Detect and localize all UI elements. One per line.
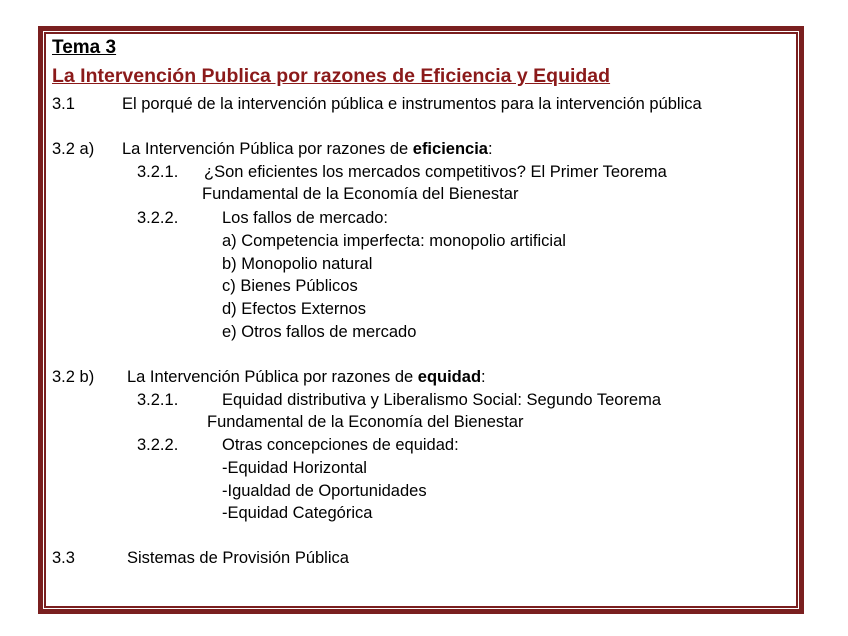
section-3-2a-2-text: Los fallos de mercado: — [222, 209, 389, 227]
section-3-1-text: El porqué de la intervención pública e instrumentos para la intervención pública — [122, 95, 702, 113]
section-3-2b-number: 3.2 b) — [52, 368, 95, 386]
list-item: b) Monopolio natural — [222, 255, 373, 273]
list-item: -Igualdad de Oportunidades — [222, 482, 427, 500]
section-3-3-text: Sistemas de Provisión Pública — [127, 549, 349, 567]
section-3-2b-1-line1: Equidad distributiva y Liberalismo Social: Segundo Teorema — [222, 391, 662, 409]
list-item: a) Competencia imperfecta: monopolio artificial — [222, 232, 566, 250]
inner-border — [44, 32, 798, 608]
page-title: La Intervención Publica por razones de Eficiencia y Equidad — [52, 65, 611, 87]
list-item: c) Bienes Públicos — [222, 277, 358, 295]
tema-heading: Tema 3 — [52, 37, 117, 58]
section-3-2a-1-number: 3.2.1. — [137, 163, 179, 181]
section-3-2b-1-number: 3.2.1. — [137, 391, 179, 409]
section-3-2a-1-line1: ¿Son eficientes los mercados competitivos? El Primer Teorema — [204, 163, 667, 181]
list-item: d) Efectos Externos — [222, 300, 366, 318]
section-3-3-number: 3.3 — [52, 549, 75, 567]
section-3-2a-text: La Intervención Pública por razones de eficiencia: — [122, 140, 493, 158]
section-3-2a-keyword: eficiencia — [412, 140, 488, 158]
section-3-2b-2-number: 3.2.2. — [137, 436, 179, 454]
section-3-2b-2-text: Otras concepciones de equidad: — [222, 436, 459, 454]
section-3-2a-1-line2: Fundamental de la Economía del Bienestar — [202, 185, 519, 203]
section-3-2a-2-number: 3.2.2. — [137, 209, 179, 227]
section-3-1-number: 3.1 — [52, 95, 75, 113]
section-3-2a-number: 3.2 a) — [52, 140, 95, 158]
section-3-2b-text: La Intervención Pública por razones de equidad: — [127, 368, 486, 386]
list-item: e) Otros fallos de mercado — [222, 323, 417, 341]
list-item: -Equidad Horizontal — [222, 459, 367, 477]
section-3-2b-keyword: equidad — [417, 368, 482, 386]
list-item: -Equidad Categórica — [222, 504, 373, 522]
section-3-2b-1-line2: Fundamental de la Economía del Bienestar — [207, 413, 524, 431]
